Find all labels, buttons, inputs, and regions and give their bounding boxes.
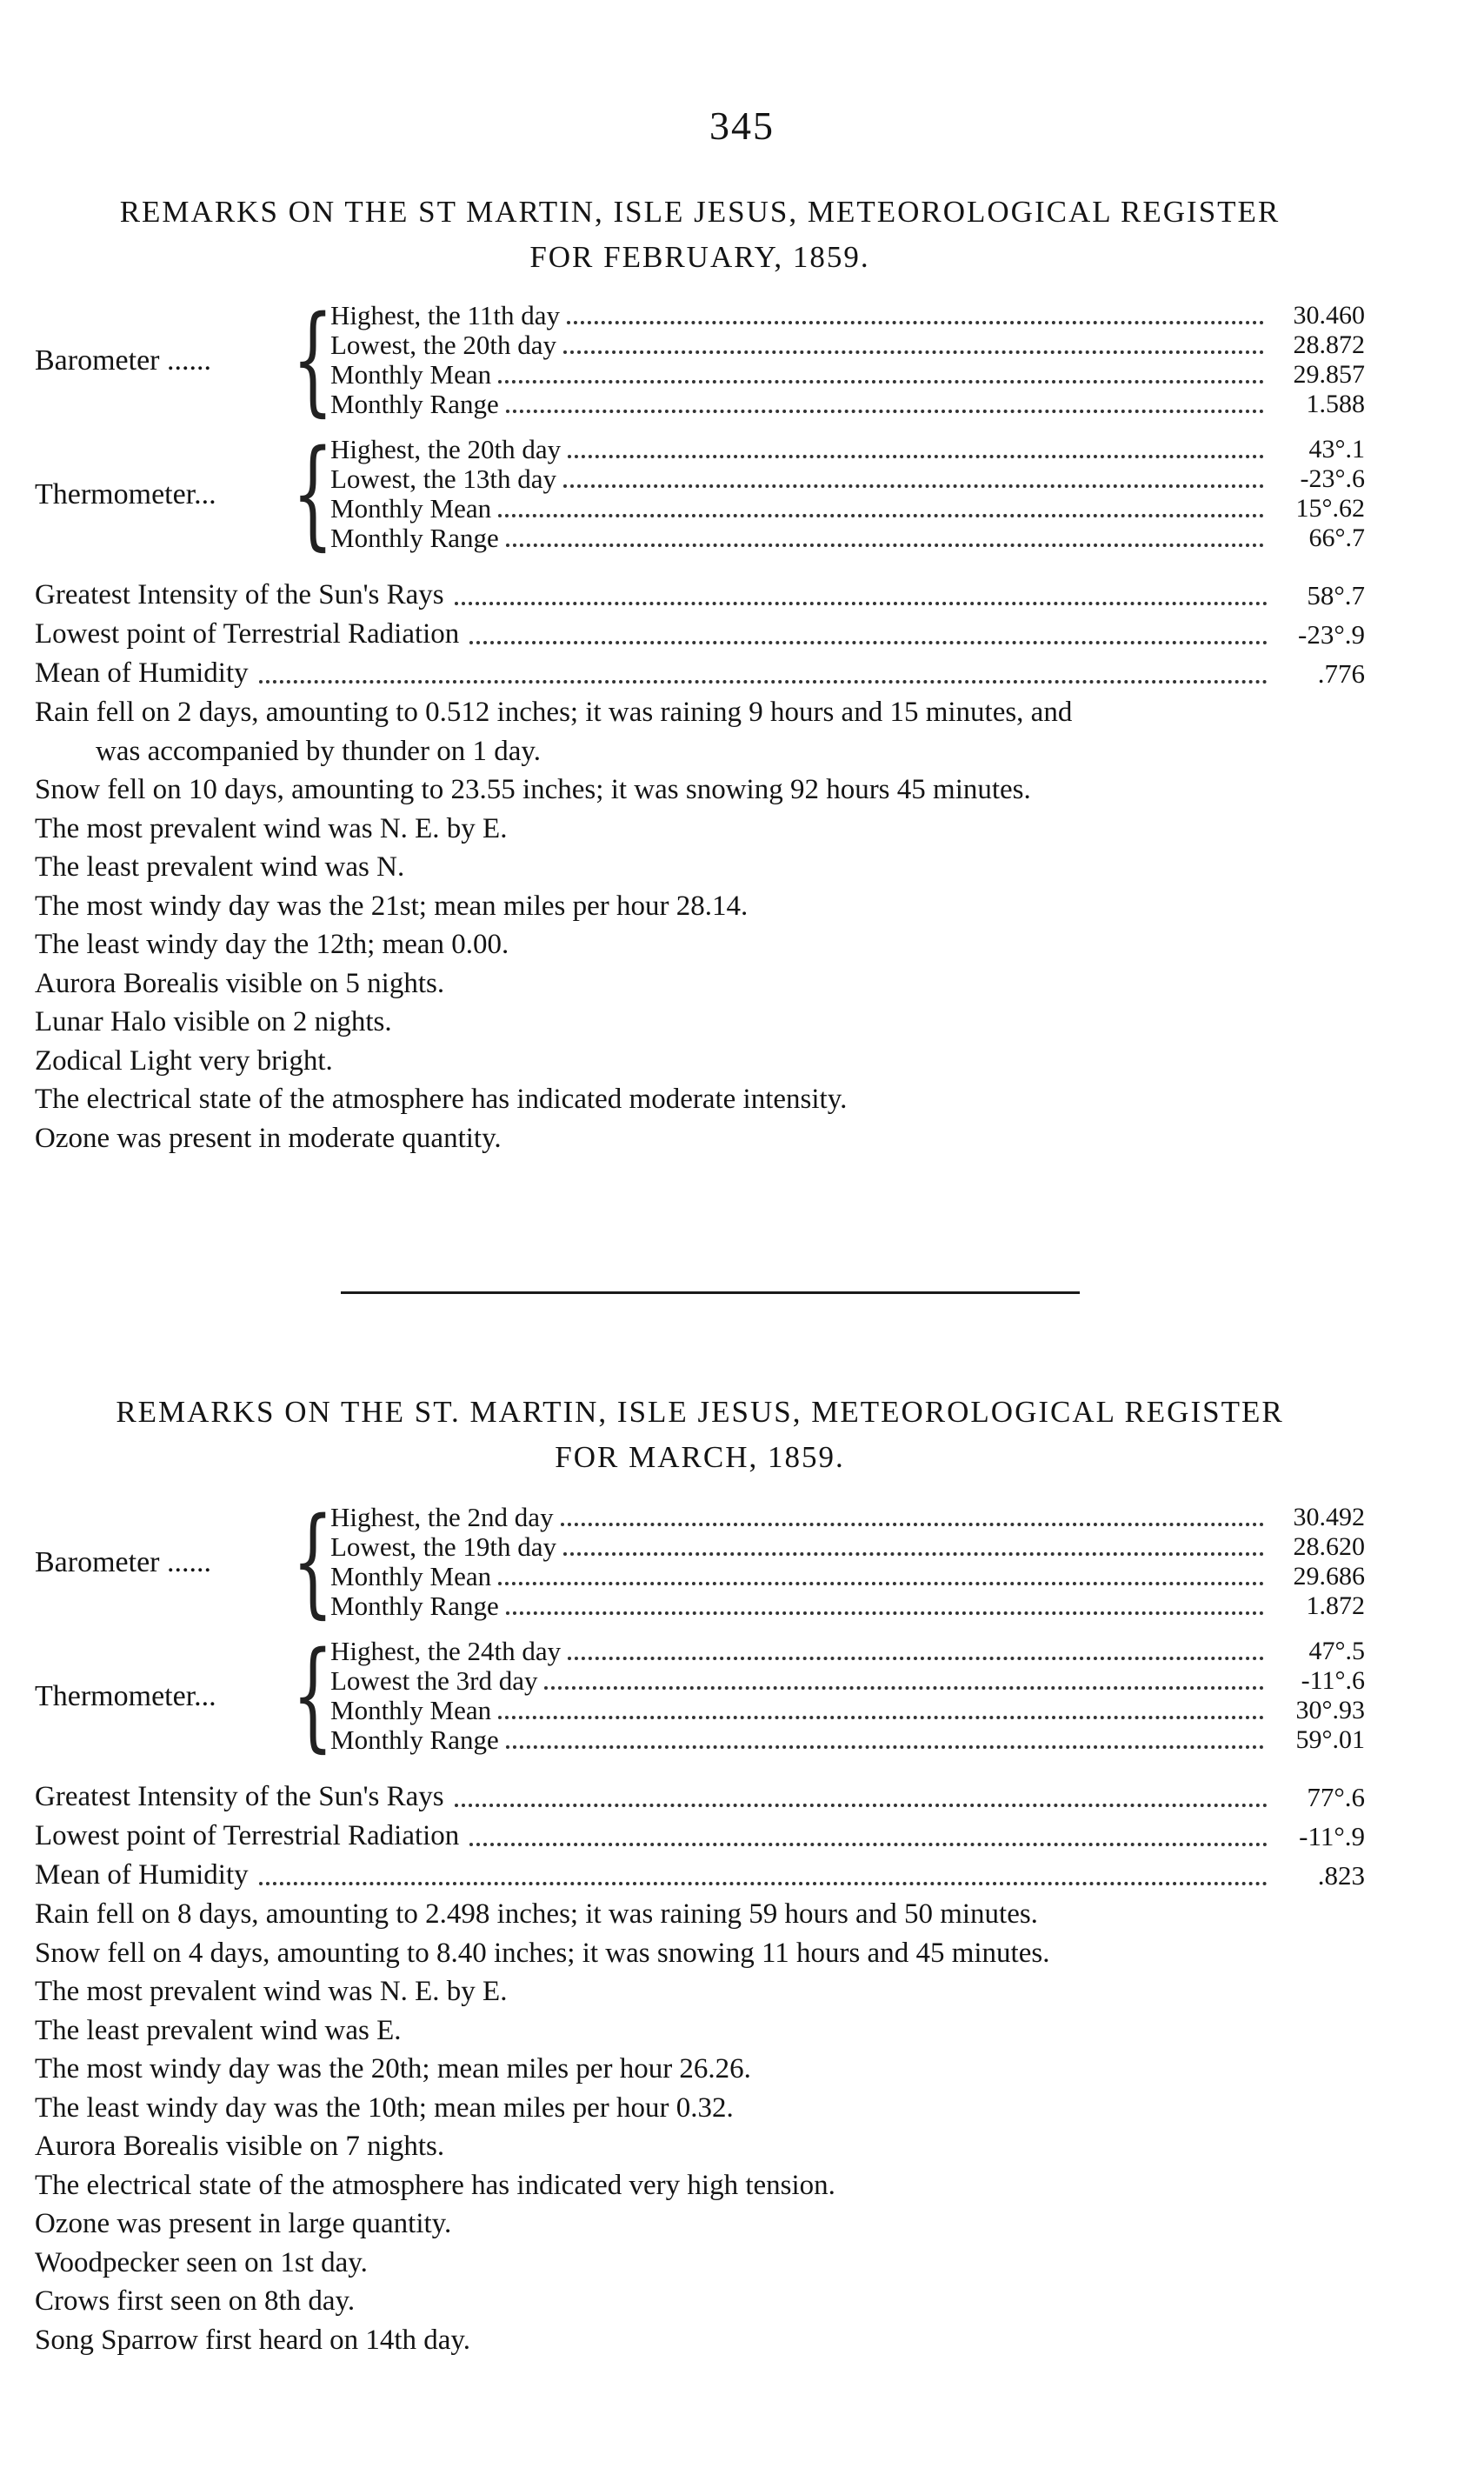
thermometer-row: Highest, the 24th day 47°.5 xyxy=(330,1636,1365,1666)
brace-icon: { xyxy=(292,1627,334,1764)
note-line: The least windy day was the 10th; mean miles per hour 0.32. xyxy=(35,2091,734,2124)
thermometer-row: Monthly Mean 30°.93 xyxy=(330,1695,1365,1725)
note-line: Rain fell on 8 days, amounting to 2.498 inches; it was raining 59 hours and 50 minutes. xyxy=(35,1898,1038,1930)
measures-list xyxy=(35,1778,1365,1895)
note-line: Snow fell on 10 days, amounting to 23.55 inches; it was snowing 92 hours 45 minutes. xyxy=(35,774,1031,805)
note-line: Song Sparrow first heard on 14th day. xyxy=(35,2324,471,2356)
note-line: The most prevalent wind was N. E. by E. xyxy=(35,1976,508,2007)
barometer-row: Highest, the 2nd day 30.492 xyxy=(330,1502,1365,1532)
note-line: The least prevalent wind was E. xyxy=(35,2014,402,2046)
section-divider xyxy=(341,1291,1080,1294)
thermometer-row: Highest, the 20th day 43°.1 xyxy=(330,434,1365,464)
note-line: was accompanied by thunder on 1 day. xyxy=(96,735,541,767)
thermometer-group xyxy=(35,425,1365,563)
page-number: 345 xyxy=(709,103,775,148)
barometer-label: Barometer ...... xyxy=(35,1546,211,1578)
thermometer-row: Monthly Range 66°.7 xyxy=(330,523,1365,553)
thermometer-row: Lowest the 3rd day -11°.6 xyxy=(330,1665,1365,1696)
barometer-row: Lowest, the 20th day 28.872 xyxy=(330,330,1365,360)
section-heading xyxy=(35,1390,1365,1480)
barometer-row: Monthly Range 1.872 xyxy=(330,1591,1365,1621)
note-line: Woodpecker seen on 1st day. xyxy=(35,2246,368,2278)
brace-icon: { xyxy=(292,425,334,563)
barometer-group xyxy=(35,1493,1365,1631)
thermometer-label: Thermometer... xyxy=(35,478,216,510)
heading-line-1: REMARKS ON THE ST MARTIN, ISLE JESUS, METEOROLOGICAL REGISTER xyxy=(119,195,1281,229)
note-line: Aurora Borealis visible on 7 nights. xyxy=(35,2131,445,2162)
brace-icon: { xyxy=(292,291,334,429)
barometer-row: Lowest, the 19th day 28.620 xyxy=(330,1531,1365,1562)
note-line: Ozone was present in moderate quantity. xyxy=(35,1122,502,1154)
note-line: The most prevalent wind was N. E. by E. xyxy=(35,812,508,844)
note-line: Aurora Borealis visible on 5 nights. xyxy=(35,967,445,999)
note-line: Rain fell on 2 days, amounting to 0.512 inches; it was raining 9 hours and 15 minutes, and xyxy=(35,697,1073,728)
march-remarks-section xyxy=(35,1390,1365,2359)
note-line: Zodical Light very bright. xyxy=(35,1044,333,1077)
measure-row: Greatest Intensity of the Sun's Rays 77°.6 xyxy=(35,1781,1365,1812)
note-line: Crows first seen on 8th day. xyxy=(35,2285,356,2317)
barometer-row: Monthly Range 1.588 xyxy=(330,389,1365,419)
note-line: The least prevalent wind was N. xyxy=(35,851,405,883)
barometer-row: Monthly Mean 29.686 xyxy=(330,1561,1365,1591)
thermometer-row: Monthly Range 59°.01 xyxy=(330,1724,1365,1755)
heading-line-2: FOR MARCH, 1859. xyxy=(555,1440,845,1474)
measure-row: Lowest point of Terrestrial Radiation -23°.9 xyxy=(35,618,1365,650)
heading-line-1: REMARKS ON THE ST. MARTIN, ISLE JESUS, METEOROLOGICAL REGISTER xyxy=(116,1395,1284,1429)
measure-row: Mean of Humidity .776 xyxy=(35,657,1365,689)
barometer-label: Barometer ...... xyxy=(35,344,211,377)
note-line: Ozone was present in large quantity. xyxy=(35,2208,452,2239)
measure-row: Greatest Intensity of the Sun's Rays 58°.7 xyxy=(35,579,1365,610)
note-line: Lunar Halo visible on 2 nights. xyxy=(35,1006,392,1037)
brace-icon: { xyxy=(292,1493,334,1631)
barometer-group xyxy=(35,291,1365,429)
february-remarks-section xyxy=(35,190,1365,1157)
barometer-row: Highest, the 11th day 30.460 xyxy=(330,300,1365,330)
heading-line-2: FOR FEBRUARY, 1859. xyxy=(529,240,870,274)
note-line: The most windy day was the 20th; mean miles per hour 26.26. xyxy=(35,2053,751,2084)
notes-list xyxy=(35,1895,1365,2359)
note-line: The electrical state of the atmosphere has indicated very high tension. xyxy=(35,2169,835,2201)
note-line: Snow fell on 4 days, amounting to 8.40 inches; it was snowing 11 hours and 45 minutes. xyxy=(35,1937,1050,1969)
measures-list xyxy=(35,576,1365,693)
note-line: The most windy day was the 21st; mean miles per hour 28.14. xyxy=(35,890,749,922)
note-line: The electrical state of the atmosphere has indicated moderate intensity. xyxy=(35,1084,848,1115)
thermometer-row: Lowest, the 13th day -23°.6 xyxy=(330,464,1365,494)
thermometer-row: Monthly Mean 15°.62 xyxy=(330,493,1365,524)
note-line: The least windy day the 12th; mean 0.00. xyxy=(35,929,509,960)
measure-row: Mean of Humidity .823 xyxy=(35,1859,1365,1891)
notes-list xyxy=(35,693,1365,1157)
thermometer-label: Thermometer... xyxy=(35,1680,216,1712)
section-heading xyxy=(35,190,1365,280)
barometer-row: Monthly Mean 29.857 xyxy=(330,359,1365,390)
thermometer-group xyxy=(35,1627,1365,1764)
measure-row: Lowest point of Terrestrial Radiation -11°.9 xyxy=(35,1820,1365,1851)
